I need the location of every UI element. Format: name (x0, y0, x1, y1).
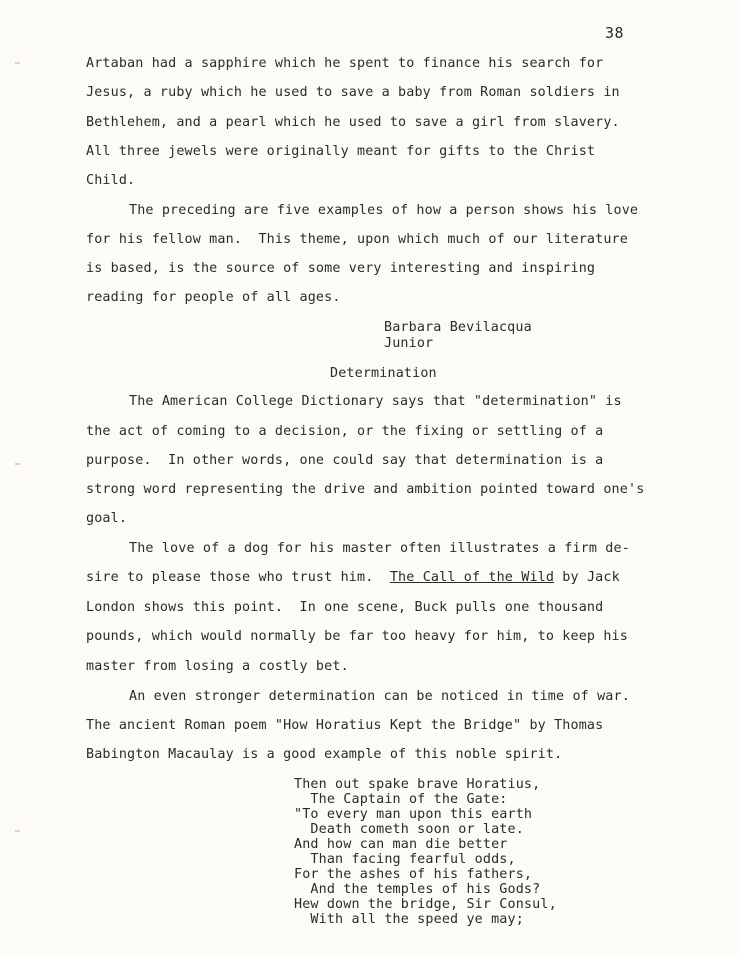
text-line: the act of coming to a decision, or the fixing or settling of a (86, 424, 604, 439)
poem-line: Than facing fearful odds, (294, 852, 516, 867)
author-grade: Junior (384, 336, 434, 351)
poem-line: With all the speed ye may; (294, 912, 524, 927)
poem-line: For the ashes of his fathers, (294, 867, 533, 882)
page-number: 38 (605, 24, 625, 42)
essay-title: Determination (330, 366, 437, 381)
author-name: Barbara Bevilacqua (384, 320, 532, 335)
poem-line: The Captain of the Gate: (294, 792, 508, 807)
text-line: reading for people of all ages. (86, 290, 341, 305)
poem-line: And how can man die better (294, 837, 508, 852)
text-line: The love of a dog for his master often illustrates a firm de- (129, 541, 630, 556)
text-line: Child. (86, 173, 136, 188)
poem-line: Then out spake brave Horatius, (294, 777, 541, 792)
poem-line: Death cometh soon or late. (294, 822, 524, 837)
text-segment: sire to please those who trust him. (86, 570, 390, 585)
book-title: The Call of the Wild (389, 570, 555, 585)
text-line: An even stronger determination can be noticed in time of war. (129, 689, 630, 704)
text-line: for his fellow man. This theme, upon which much of our literature (86, 232, 628, 247)
poem-line: And the temples of his Gods? (294, 882, 541, 897)
margin-mark (15, 830, 20, 832)
text-line: master from losing a costly bet. (86, 659, 349, 674)
margin-mark (15, 62, 20, 64)
text-line: The preceding are five examples of how a person shows his love (129, 203, 639, 218)
text-line: The American College Dictionary says that "determination" is (129, 394, 622, 409)
text-line: goal. (86, 511, 128, 526)
text-line: All three jewels were originally meant for gifts to the Christ (86, 144, 596, 159)
margin-mark (15, 463, 20, 465)
text-line: Babington Macaulay is a good example of this noble spirit. (86, 747, 563, 762)
text-line: is based, is the source of some very interesting and inspiring (86, 261, 596, 276)
text-line: The ancient Roman poem "How Horatius Kept the Bridge" by Thomas (86, 718, 604, 733)
text-line (86, 570, 620, 585)
text-line: Artaban had a sapphire which he spent to finance his search for (86, 56, 604, 71)
poem-line: "To every man upon this earth (294, 807, 533, 822)
text-line: London shows this point. In one scene, Buck pulls one thousand (86, 600, 604, 615)
text-line: purpose. In other words, one could say that determination is a (86, 453, 604, 468)
text-segment: by Jack (554, 570, 620, 585)
text-line: Jesus, a ruby which he used to save a baby from Roman soldiers in (86, 85, 620, 100)
text-line: pounds, which would normally be far too heavy for him, to keep his (86, 629, 628, 644)
text-line: strong word representing the drive and ambition pointed toward one's (86, 482, 645, 497)
text-line: Bethlehem, and a pearl which he used to save a girl from slavery. (86, 115, 620, 130)
poem-line: Hew down the bridge, Sir Consul, (294, 897, 557, 912)
